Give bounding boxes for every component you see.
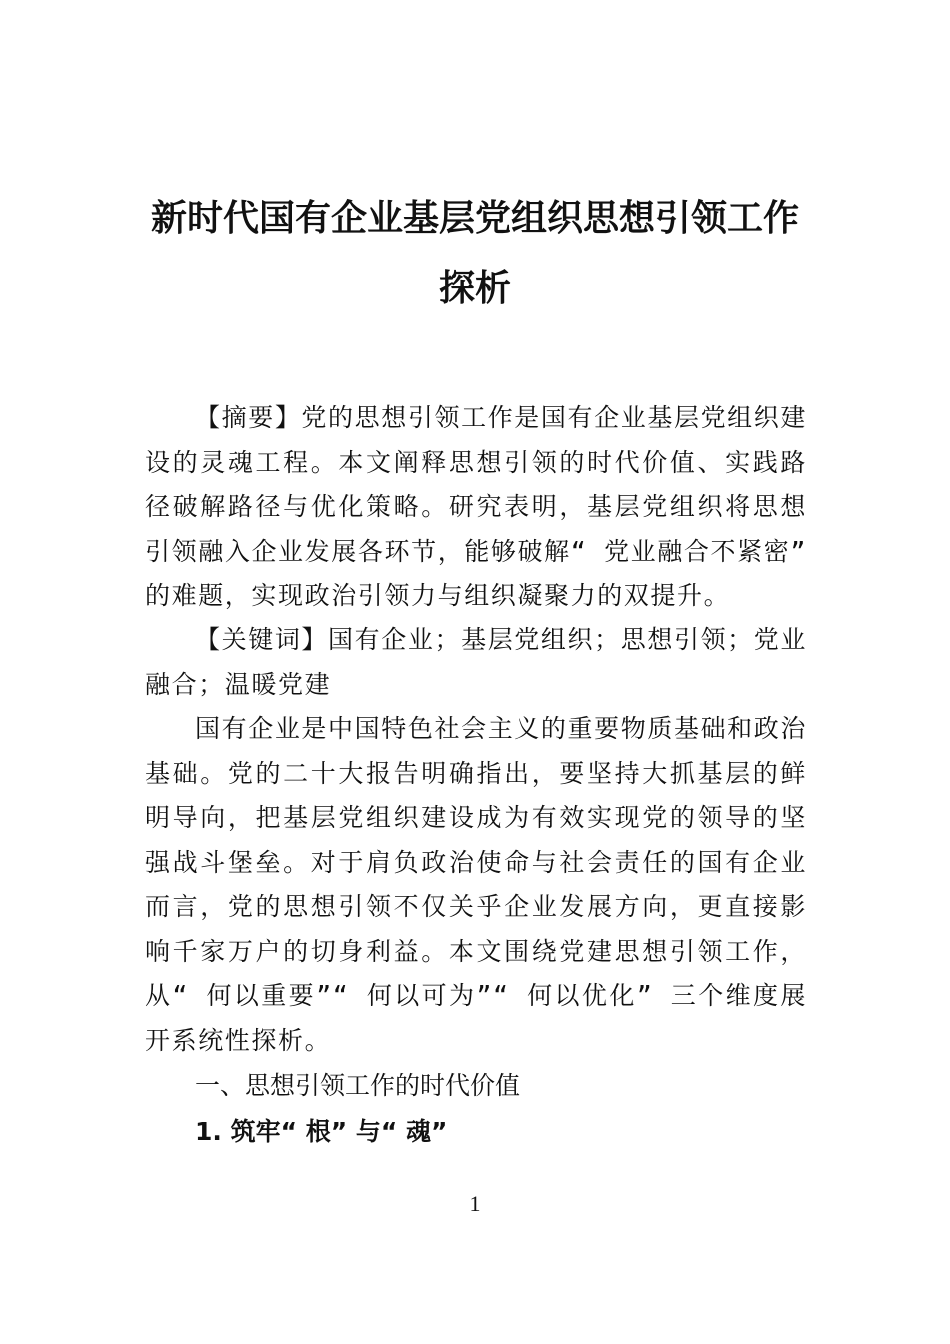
keywords-block [145, 618, 807, 707]
subsection-heading: 1. 筑牢“ 根” 与“ 魂” [195, 1117, 448, 1146]
document-title-line-2: 探析 [438, 267, 511, 309]
abstract-paragraph: 【摘要】党的思想引领工作是国有企业基层党组织建设的灵魂工程。本文阐释思想引领的时代价值、实践路径破解路径与优化策略。研究表明，基层党组织将思想引领融入企业发展各环节，能够破解“ 党业融合不紧密” 的难题，实现政治引领力与组织凝聚力的双提升。 [145, 403, 807, 610]
intro-block [145, 707, 807, 1063]
intro-paragraph: 国有企业是中国特色社会主义的重要物质基础和政治基础。党的二十大报告明确指出，要坚持大抓基层的鲜明导向，把基层党组织建设成为有效实现党的领导的坚强战斗堡垒。对于肩负政治使命与社会责任的国有企业而言，党的思想引领不仅关乎企业发展方向，更直接影响千家万户的切身利益。本文围绕党建思想引领工作，从“ 何以重要”“ 何以可为”“ 何以优化” 三个维度展开系统性探析。 [145, 714, 807, 1055]
section-heading: 一、思想引领工作的时代价值 [195, 1071, 521, 1100]
page-number: 1 [469, 1191, 481, 1216]
abstract-block [145, 396, 807, 619]
document-title-line-1: 新时代国有企业基层党组织思想引领工作 [150, 197, 799, 239]
keywords-paragraph: 【关键词】国有企业；基层党组织；思想引领；党业融合；温暖党建 [145, 625, 807, 699]
